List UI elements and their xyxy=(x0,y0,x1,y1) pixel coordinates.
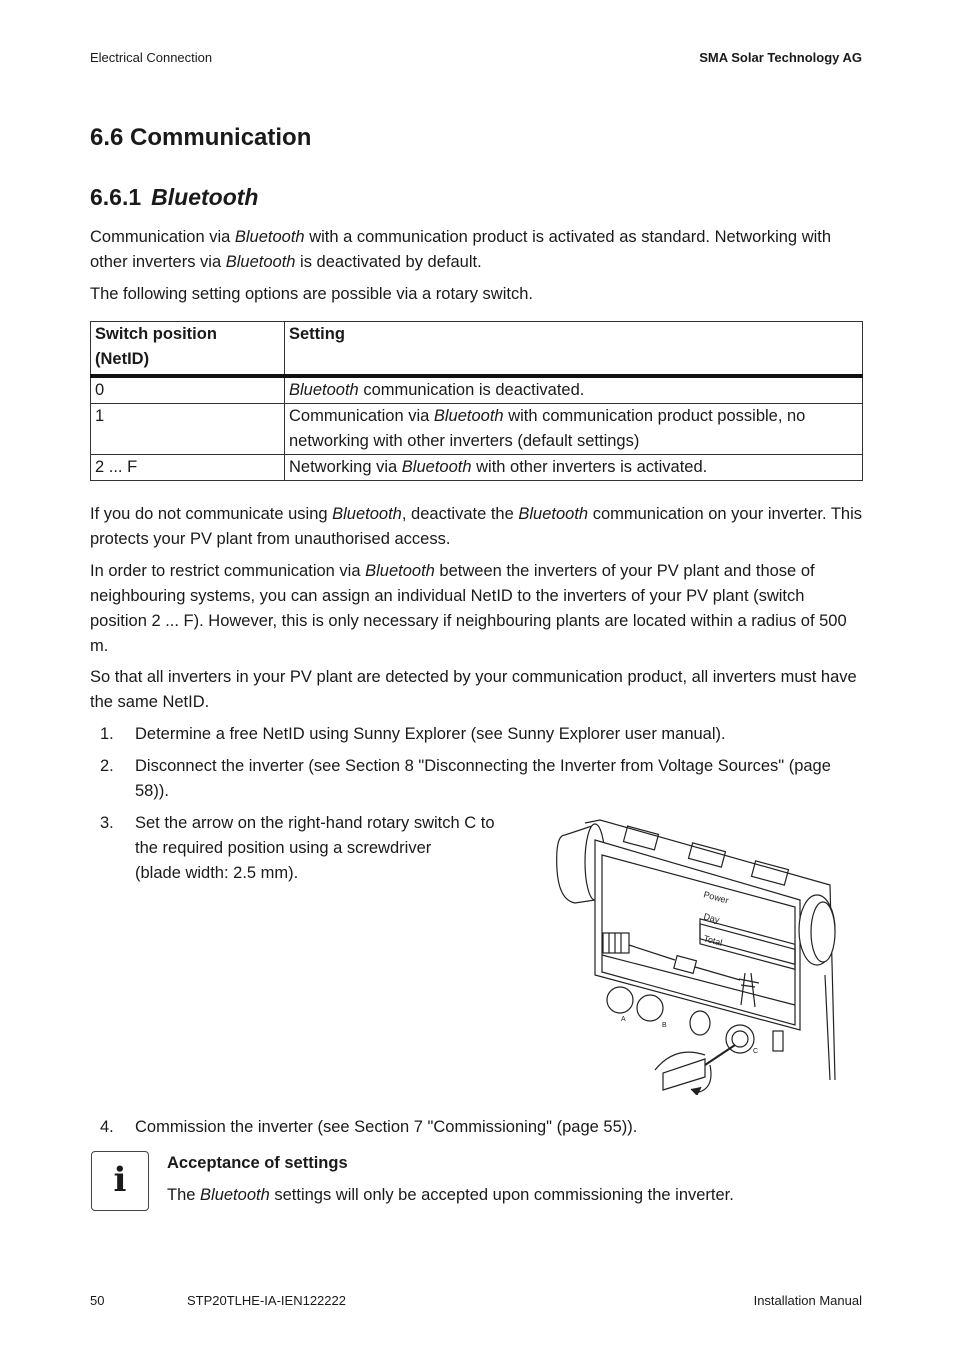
body-paragraph-3 xyxy=(90,502,865,552)
table-cell-position: 2 ... F xyxy=(91,455,285,481)
table-header-switch-position xyxy=(91,322,285,377)
section-title: 6.6 Communication xyxy=(90,124,312,151)
running-header-left: Electrical Connection xyxy=(90,50,213,65)
table-cell-setting xyxy=(285,404,863,455)
step-number: 4. xyxy=(100,1118,114,1136)
table-row xyxy=(91,376,863,404)
text-run: communication is deactivated. xyxy=(358,381,585,399)
intro-paragraph-2: The following setting options are possible via a rotary switch. xyxy=(90,285,533,303)
intro-paragraph-1 xyxy=(90,225,865,275)
text-run: The xyxy=(167,1186,201,1204)
note-text xyxy=(167,1183,867,1208)
display-label: Power xyxy=(702,889,730,906)
subsection-title xyxy=(90,184,258,211)
info-icon xyxy=(91,1151,149,1211)
table-row xyxy=(91,404,863,455)
text-run-italic: Bluetooth xyxy=(332,505,402,523)
text-run-italic: Bluetooth xyxy=(225,253,296,271)
step-text: Disconnect the inverter (see Section 8 "Disconnecting the Inverter from Voltage Sources" (page 58)). xyxy=(135,757,831,800)
info-glyph: i xyxy=(113,1160,127,1200)
text-run: is deactivated by default. xyxy=(295,253,482,271)
document-title: Installation Manual xyxy=(753,1293,862,1308)
switch-label: C xyxy=(753,1048,759,1055)
header-line: (NetID) xyxy=(95,350,150,368)
table-header-setting: Setting xyxy=(285,322,863,377)
table-cell-setting xyxy=(285,376,863,404)
step-text-line: the required position using a screwdriver xyxy=(135,839,432,857)
body-paragraph-4 xyxy=(90,559,865,659)
text-run: between the inverters of your PV plant and those of neighbouring systems, you can assign an individual NetID to the inverters of your PV plant (switch position 2 ... F). However, this is only necessary if neighbouring plants are located within a radius of 500 m. xyxy=(90,562,847,655)
display-label: Total xyxy=(702,933,724,948)
text-run: , deactivate the xyxy=(401,505,519,523)
text-run: with communication product possible, no networking with other inverters (default settings) xyxy=(289,407,806,450)
text-run: Networking via xyxy=(289,458,402,476)
text-run-italic: Bluetooth xyxy=(365,562,435,580)
step-text: Commission the inverter (see Section 7 "Commissioning" (page 55)). xyxy=(135,1118,638,1136)
table-cell-position: 0 xyxy=(91,376,285,404)
step-number: 3. xyxy=(100,814,114,832)
document-id: STP20TLHE-IA-IEN122222 xyxy=(187,1293,346,1308)
step-text-line: Set the arrow on the right-hand rotary switch C to xyxy=(135,814,495,832)
text-run-italic: Bluetooth xyxy=(289,381,359,399)
inverter-rotary-switch-figure xyxy=(555,815,840,1095)
step-text: Determine a free NetID using Sunny Explorer (see Sunny Explorer user manual). xyxy=(135,725,726,743)
text-run: In order to restrict communication via xyxy=(90,562,366,580)
text-run: with other inverters is activated. xyxy=(471,458,708,476)
subsection-name: Bluetooth xyxy=(151,184,259,210)
text-run-italic: Bluetooth xyxy=(234,228,305,246)
table-row xyxy=(91,455,863,481)
running-header-right: SMA Solar Technology AG xyxy=(699,50,862,65)
table-cell-position: 1 xyxy=(91,404,285,455)
text-run: communication on your inverter. This protects your PV plant from unauthorised access. xyxy=(90,505,863,548)
text-run: Communication via xyxy=(289,407,434,425)
page-number: 50 xyxy=(90,1293,105,1308)
note-title: Acceptance of settings xyxy=(167,1154,348,1172)
text-run: settings will only be accepted upon commissioning the inverter. xyxy=(269,1186,734,1204)
header-line: Switch position xyxy=(95,325,217,343)
text-run: with a communication product is activated as standard. Networking with other inverters via xyxy=(90,228,832,271)
step-text-line: (blade width: 2.5 mm). xyxy=(135,864,299,882)
table-cell-setting xyxy=(285,455,863,481)
text-run-italic: Bluetooth xyxy=(518,505,589,523)
text-run: If you do not communicate using xyxy=(90,505,333,523)
text-run-italic: Bluetooth xyxy=(401,458,472,476)
text-run: Communication via xyxy=(90,228,235,246)
step-number: 2. xyxy=(100,757,114,775)
subsection-number: 6.6.1 xyxy=(90,184,142,210)
text-run-italic: Bluetooth xyxy=(200,1186,270,1204)
display-label: Day xyxy=(702,911,721,926)
step-text xyxy=(135,811,530,886)
netid-table xyxy=(90,321,863,481)
switch-label: A xyxy=(621,1016,626,1023)
text-run-italic: Bluetooth xyxy=(433,407,504,425)
switch-label: B xyxy=(662,1022,667,1029)
step-number: 1. xyxy=(100,725,114,743)
table-header-row xyxy=(91,322,863,377)
body-paragraph-5: So that all inverters in your PV plant are detected by your communication product, all inverters must have the same NetID. xyxy=(90,668,857,711)
